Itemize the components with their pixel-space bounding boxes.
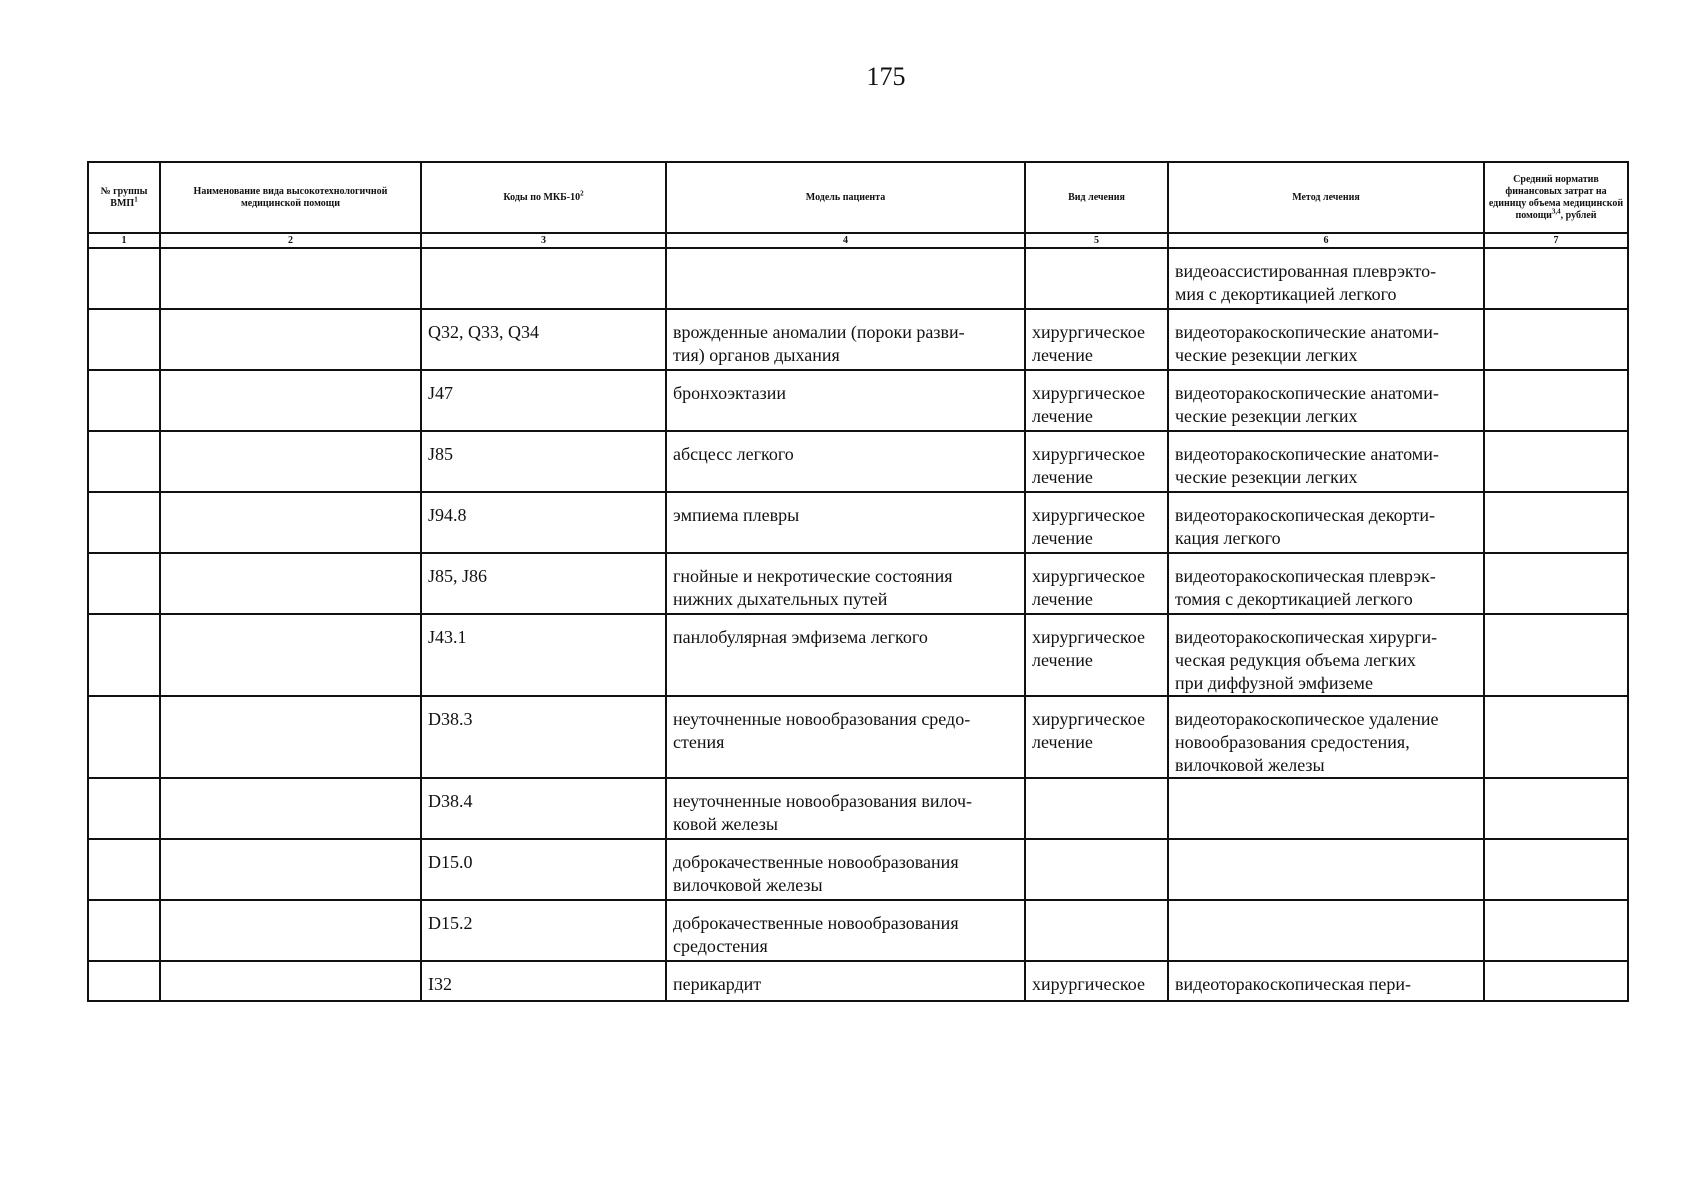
cell-care-type-name <box>160 370 421 431</box>
cell-group-number <box>88 492 160 553</box>
cell-icd-codes <box>421 248 666 309</box>
table-row <box>88 696 1628 778</box>
table-row <box>88 492 1628 553</box>
table-row <box>88 900 1628 961</box>
cell-treatment-method: видеоторакоскопическое удаление новообразования средостения, вилочковой железы <box>1168 696 1484 778</box>
cell-treatment-method <box>1168 839 1484 900</box>
cell-care-type-name <box>160 492 421 553</box>
cell-patient-model: доброкачественные новообразования средостения <box>666 900 1025 961</box>
cell-treatment-type <box>1025 900 1168 961</box>
cell-group-number <box>88 553 160 614</box>
cell-group-number <box>88 248 160 309</box>
cell-patient-model: неуточненные новообразования вилоч- ковой железы <box>666 778 1025 839</box>
table-row <box>88 248 1628 309</box>
cell-patient-model: бронхоэктазии <box>666 370 1025 431</box>
column-number: 3 <box>421 233 666 248</box>
cell-patient-model: панлобулярная эмфизема легкого <box>666 614 1025 696</box>
cell-group-number <box>88 839 160 900</box>
cell-patient-model <box>666 248 1025 309</box>
table-row <box>88 614 1628 696</box>
cell-icd-codes: D15.2 <box>421 900 666 961</box>
cell-care-type-name <box>160 900 421 961</box>
cell-treatment-method: видеоторакоскопическая плеврэк- томия с декортикацией легкого <box>1168 553 1484 614</box>
table-body <box>88 248 1628 1001</box>
cell-patient-model: абсцесс легкого <box>666 431 1025 492</box>
cell-icd-codes: D15.0 <box>421 839 666 900</box>
cell-average-cost <box>1484 309 1628 370</box>
cell-group-number <box>88 370 160 431</box>
cell-patient-model: перикардит <box>666 961 1025 1001</box>
cell-icd-codes: J85 <box>421 431 666 492</box>
cell-icd-codes: J85, J86 <box>421 553 666 614</box>
cell-treatment-method: видеоторакоскопическая пери- <box>1168 961 1484 1001</box>
cell-average-cost <box>1484 553 1628 614</box>
cell-care-type-name <box>160 961 421 1001</box>
column-number: 5 <box>1025 233 1168 248</box>
cell-average-cost <box>1484 696 1628 778</box>
cell-group-number <box>88 961 160 1001</box>
table-row <box>88 370 1628 431</box>
cell-treatment-method: видеоторакоскопические анатоми- ческие резекции легких <box>1168 431 1484 492</box>
cell-treatment-method <box>1168 778 1484 839</box>
table-row <box>88 778 1628 839</box>
cell-treatment-type: хирургическое лечение <box>1025 696 1168 778</box>
cell-treatment-method: видеоторакоскопическая хирурги- ческая редукция объема легких при диффузной эмфиземе <box>1168 614 1484 696</box>
cell-care-type-name <box>160 553 421 614</box>
vmp-table <box>87 161 1629 1002</box>
cell-group-number <box>88 696 160 778</box>
cell-treatment-method: видеоторакоскопические анатоми- ческие резекции легких <box>1168 309 1484 370</box>
cell-patient-model: неуточненные новообразования средо- стения <box>666 696 1025 778</box>
cell-patient-model: врожденные аномалии (пороки разви- тия) органов дыхания <box>666 309 1025 370</box>
cell-group-number <box>88 614 160 696</box>
cell-average-cost <box>1484 492 1628 553</box>
column-number-row <box>88 233 1628 248</box>
cell-treatment-type: хирургическое <box>1025 961 1168 1001</box>
header-group-number: № группы ВМП$^1$ <box>88 162 160 233</box>
cell-icd-codes: J94.8 <box>421 492 666 553</box>
cell-average-cost <box>1484 431 1628 492</box>
header-patient-model: Модель пациента <box>666 162 1025 233</box>
cell-average-cost <box>1484 839 1628 900</box>
cell-treatment-type <box>1025 248 1168 309</box>
cell-care-type-name <box>160 778 421 839</box>
header-average-cost: Средний норматив финансовых затрат на единицу объема медицинской помощи$^{3,4}$, рублей <box>1484 162 1628 233</box>
table-row <box>88 553 1628 614</box>
cell-patient-model: доброкачественные новообразования вилочковой железы <box>666 839 1025 900</box>
cell-treatment-type <box>1025 778 1168 839</box>
header-treatment-type: Вид лечения <box>1025 162 1168 233</box>
cell-icd-codes: D38.4 <box>421 778 666 839</box>
cell-icd-codes: D38.3 <box>421 696 666 778</box>
column-number: 2 <box>160 233 421 248</box>
table-row <box>88 309 1628 370</box>
cell-average-cost <box>1484 961 1628 1001</box>
cell-treatment-method <box>1168 900 1484 961</box>
cell-average-cost <box>1484 248 1628 309</box>
cell-care-type-name <box>160 696 421 778</box>
cell-treatment-method: видеоторакоскопическая декорти- кация легкого <box>1168 492 1484 553</box>
cell-group-number <box>88 778 160 839</box>
cell-icd-codes: Q32, Q33, Q34 <box>421 309 666 370</box>
cell-care-type-name <box>160 839 421 900</box>
cell-patient-model: эмпиема плевры <box>666 492 1025 553</box>
header-care-type-name: Наименование вида высокотехнологичной медицинской помощи <box>160 162 421 233</box>
cell-care-type-name <box>160 309 421 370</box>
table-header-row <box>88 162 1628 233</box>
cell-average-cost <box>1484 370 1628 431</box>
cell-care-type-name <box>160 614 421 696</box>
table-row <box>88 431 1628 492</box>
cell-average-cost <box>1484 900 1628 961</box>
cell-treatment-type: хирургическое лечение <box>1025 614 1168 696</box>
cell-treatment-type: хирургическое лечение <box>1025 553 1168 614</box>
column-number: 1 <box>88 233 160 248</box>
cell-patient-model: гнойные и некротические состояния нижних дыхательных путей <box>666 553 1025 614</box>
cell-icd-codes: J47 <box>421 370 666 431</box>
header-icd-codes: Коды по МКБ-$10^2$ <box>421 162 666 233</box>
cell-average-cost <box>1484 778 1628 839</box>
cell-group-number <box>88 900 160 961</box>
cell-treatment-type: хирургическое лечение <box>1025 492 1168 553</box>
cell-treatment-type <box>1025 839 1168 900</box>
cell-treatment-type: хирургическое лечение <box>1025 431 1168 492</box>
column-number: 4 <box>666 233 1025 248</box>
cell-group-number <box>88 431 160 492</box>
header-treatment-method: Метод лечения <box>1168 162 1484 233</box>
table-row <box>88 961 1628 1001</box>
cell-treatment-method: видеоассистированная плеврэкто- мия с декортикацией легкого <box>1168 248 1484 309</box>
cell-average-cost <box>1484 614 1628 696</box>
column-number: 6 <box>1168 233 1484 248</box>
cell-icd-codes: J43.1 <box>421 614 666 696</box>
table-row <box>88 839 1628 900</box>
page-number: 175 <box>866 62 906 91</box>
cell-treatment-method: видеоторакоскопические анатоми- ческие резекции легких <box>1168 370 1484 431</box>
cell-group-number <box>88 309 160 370</box>
column-number: 7 <box>1484 233 1628 248</box>
cell-icd-codes: I32 <box>421 961 666 1001</box>
cell-care-type-name <box>160 431 421 492</box>
cell-treatment-type: хирургическое лечение <box>1025 370 1168 431</box>
cell-treatment-type: хирургическое лечение <box>1025 309 1168 370</box>
cell-care-type-name <box>160 248 421 309</box>
